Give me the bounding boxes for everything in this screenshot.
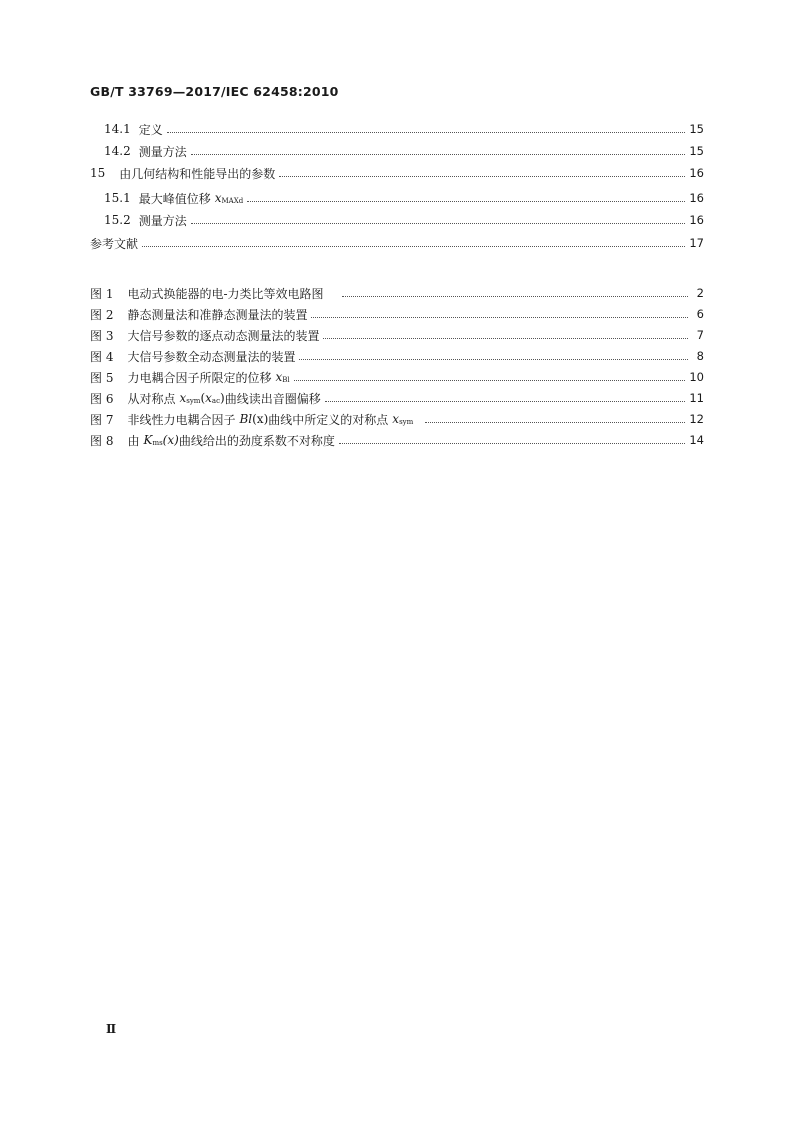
dot-leader (142, 245, 685, 247)
toc-title: 测量方法 (138, 144, 187, 159)
dot-leader (299, 358, 688, 360)
figure-title-cont: 曲线读出音圈偏移 (224, 391, 321, 406)
toc-entry-14-1[interactable] (104, 121, 704, 137)
figure-number: 图 4 (90, 349, 114, 364)
figure-title: 力电耦合因子所限定的位移 (127, 370, 272, 385)
symbol-k: K (143, 433, 153, 447)
dot-leader (342, 295, 688, 297)
symbol-subscript: Bl (282, 376, 290, 384)
symbol-subscript: sym (186, 397, 201, 405)
dot-leader (323, 337, 688, 339)
symbol-x: x (205, 391, 212, 405)
toc-page: 15 (689, 144, 704, 158)
symbol-subscript: MAXd (221, 197, 244, 205)
figure-page: 6 (696, 307, 704, 321)
dot-leader (167, 131, 686, 133)
toc-title: 测量方法 (138, 213, 187, 228)
figure-entry-1[interactable] (90, 285, 704, 301)
toc-entry-15-2[interactable] (104, 212, 704, 228)
toc-page: 16 (689, 191, 704, 205)
toc-page: 16 (689, 213, 704, 227)
paren-close: ) (220, 391, 225, 405)
toc-title: 定义 (138, 122, 163, 137)
figure-entry-5[interactable] (90, 369, 704, 385)
figure-title: 非线性力电耦合因子 (127, 412, 236, 427)
toc-entry-15[interactable] (90, 165, 704, 181)
figure-title: 大信号参数的逐点动态测量法的装置 (127, 328, 320, 343)
paren-open: ( (200, 391, 206, 405)
figure-page: 10 (689, 370, 704, 384)
figure-number: 图 1 (90, 286, 114, 301)
figure-page: 2 (696, 286, 704, 300)
toc-number: 15 (90, 166, 106, 180)
toc-title: 参考文献 (90, 236, 139, 251)
figure-entry-8[interactable] (90, 432, 704, 448)
dot-leader (247, 200, 685, 202)
symbol-subscript: ms (152, 439, 163, 447)
figure-page: 8 (696, 349, 704, 363)
figure-number: 图 8 (90, 433, 114, 448)
figure-page: 14 (689, 433, 704, 447)
figure-page: 12 (689, 412, 704, 426)
toc-title: 最大峰值位移 (138, 191, 211, 206)
toc-title: 由几何结构和性能导出的参数 (119, 166, 276, 181)
dot-leader (191, 153, 686, 155)
figure-number: 图 5 (90, 370, 114, 385)
dot-leader (311, 316, 688, 318)
figure-number: 图 7 (90, 412, 114, 427)
symbol-bl: Bl (239, 412, 253, 426)
toc-entry-references[interactable] (90, 235, 704, 251)
toc-page: 17 (689, 236, 704, 250)
figure-title: 静态测量法和准静态测量法的装置 (127, 307, 308, 322)
figure-entry-3[interactable] (90, 327, 704, 343)
symbol-subscript: ac (211, 397, 220, 405)
toc-page: 15 (689, 122, 704, 136)
figure-page: 7 (696, 328, 704, 342)
figure-entry-6[interactable] (90, 390, 704, 406)
figure-title: 由 (127, 433, 140, 448)
figure-title-cont: 曲线中所定义的对称点 (268, 412, 389, 427)
symbol-x: x (275, 370, 283, 384)
figure-number: 图 2 (90, 307, 114, 322)
dot-leader (339, 442, 686, 444)
toc-number: 15.2 (104, 213, 131, 227)
figure-entry-7[interactable] (90, 411, 704, 427)
toc-entry-14-2[interactable] (104, 143, 704, 159)
symbol-x: x (179, 391, 187, 405)
toc-page: 16 (689, 166, 704, 180)
standard-header: GB/T 33769—2017/IEC 62458:2010 (90, 84, 339, 99)
symbol-arg: (x) (162, 433, 179, 447)
figure-number: 图 6 (90, 391, 114, 406)
dot-leader (191, 222, 686, 224)
page-number-roman: Ⅱ (106, 1022, 117, 1036)
figure-title: 大信号参数全动态测量法的装置 (127, 349, 296, 364)
dot-leader (325, 400, 686, 402)
figure-title: 电动式换能器的电-力类比等效电路图 (127, 286, 324, 301)
symbol-arg: (x) (252, 412, 269, 426)
figure-entry-4[interactable] (90, 348, 704, 364)
figure-page: 11 (689, 391, 704, 405)
dot-leader (279, 175, 685, 177)
symbol-x: x (392, 412, 400, 426)
symbol-subscript: sym (399, 418, 414, 426)
toc-number: 15.1 (104, 191, 131, 205)
figure-title: 从对称点 (127, 391, 176, 406)
toc-entry-15-1[interactable] (104, 190, 704, 206)
figure-title-cont: 曲线给出的劲度系数不对称度 (178, 433, 335, 448)
dot-leader (425, 421, 685, 423)
figure-number: 图 3 (90, 328, 114, 343)
toc-number: 14.2 (104, 144, 131, 158)
symbol-x: x (214, 191, 222, 205)
dot-leader (294, 379, 686, 381)
toc-number: 14.1 (104, 122, 131, 136)
figure-entry-2[interactable] (90, 306, 704, 322)
